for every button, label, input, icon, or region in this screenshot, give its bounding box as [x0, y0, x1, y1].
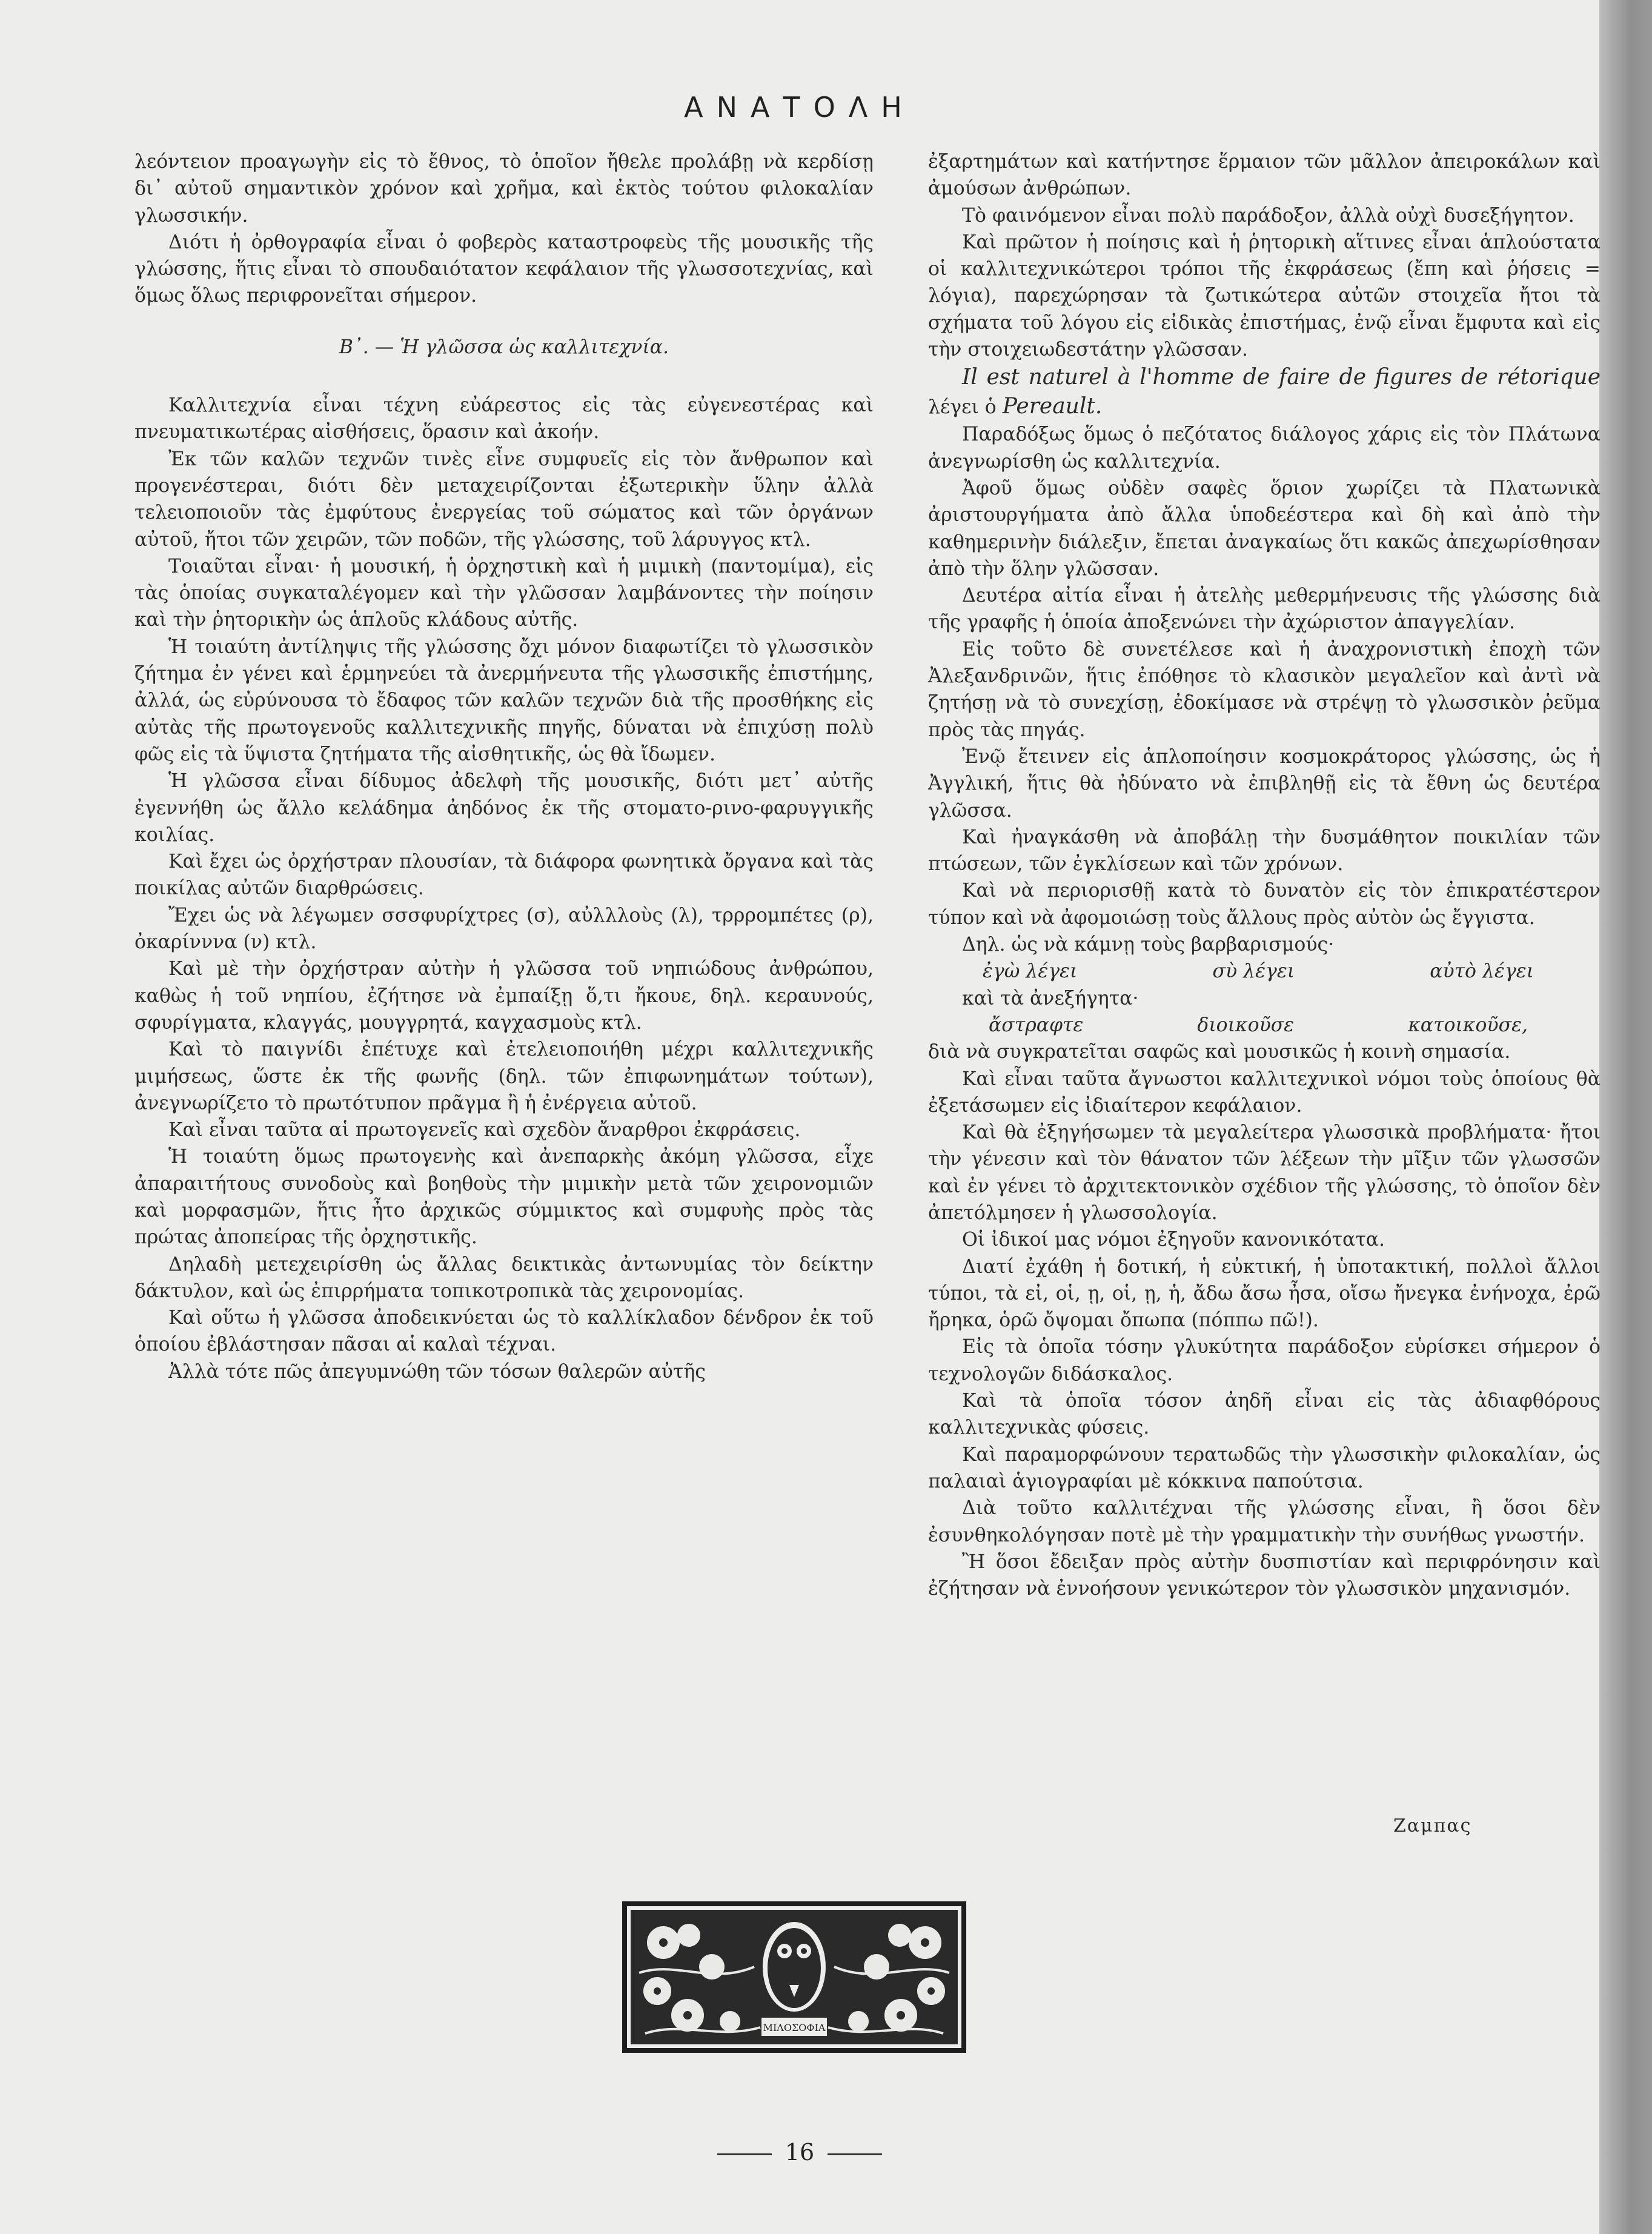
paragraph: Τοιαῦται εἶναι· ἡ μουσική, ἡ ὀρχηστικὴ καὶ ἡ μιμικὴ (παντομίμα), εἰς τὰς ὁποίας συγκαταλέγομεν καὶ τὴν γλῶσσαν λαμβάνοντες τὴν ποίησιν καὶ τὴν ῥητορικὴν ὡς ἁπλοῦς κλάδους αὐτῆς.: [134, 555, 874, 631]
paragraph: Εἰς τὰ ὁποῖα τόσην γλυκύτητα παράδοξον εὑρίσκει σήμερον ὁ τεχνολογῶν διδάσκαλος.: [928, 1336, 1601, 1385]
running-header: ΑΝΑΤΟΛΗ: [684, 91, 915, 124]
paragraph: Δηλαδὴ μετεχειρίσθη ὡς ἄλλας δεικτικὰς ἀντωνυμίας τὸν δείκτην δάκτυλον, καὶ ὡς ἐπιρρήματα τοπικοτροπικὰ τὰς χειρονομίας.: [134, 1253, 874, 1302]
right-column: [928, 148, 1601, 1602]
example-row: [928, 958, 1601, 985]
example-word: σὺ λέγει: [1212, 960, 1295, 983]
paragraph: Ἢ ὅσοι ἔδειξαν πρὸς αὐτὴν δυσπιστίαν καὶ περιφρόνησιν καὶ ἐζήτησαν νὰ ἐννοήσουν γενικώτερον τὸν γλωσσικὸν μηχανισμόν.: [928, 1551, 1601, 1600]
paragraph: Καὶ τὰ ὁποῖα τόσον ἀηδῆ εἶναι εἰς τὰς ἀδιαφθόρους καλλιτεχνικὰς φύσεις.: [928, 1390, 1601, 1439]
paragraph: Ἀφοῦ ὅμως οὐδὲν σαφὲς ὅριον χωρίζει τὰ Πλατωνικὰ ἀριστουργήματα ἀπὸ ἄλλα ὑποδεέστερα καὶ δὴ καὶ ἀπὸ τὴν καθημερινὴν διάλεξιν, ἔπεται ἀναγκαίως ὅτι κακῶς ἀπεχωρίσθησαν ἀπὸ τὴν ὅλην γλῶσσαν.: [928, 477, 1601, 580]
paragraph: Διότι ἡ ὀρθογραφία εἶναι ὁ φοβερὸς καταστροφεὺς τῆς μουσικῆς τῆς γλώσσης, ἥτις εἶναι τὸ σπουδαιότατον κεφάλαιον τῆς γλωσσοτεχνίας, καὶ ὅμως ὅλως περιφρονεῖται σήμερον.: [134, 231, 874, 307]
paragraph: Καλλιτεχνία εἶναι τέχνη εὐάρεστος εἰς τὰς εὐγενεστέρας καὶ πνευματικωτέρας αἰσθήσεις, ὅρασιν καὶ ἀκοήν.: [134, 394, 874, 444]
paragraph: Καὶ εἶναι ταῦτα αἱ πρωτογενεῖς καὶ σχεδὸν ἄναρθροι ἐκφράσεις.: [168, 1119, 801, 1142]
author-signature: Ζαμπας: [1393, 1815, 1472, 1837]
paragraph: Καὶ τὸ παιγνίδι ἐπέτυχε καὶ ἐτελειοποιήθη μέχρι καλλιτεχνικῆς μιμήσεως, ὥστε ἐκ τῆς φωνῆς (δηλ. τῶν ἐπιφωνημάτων τούτων), ἀνεγνωρίζετο τὸ πρωτότυπον πρᾶγμα ἢ ἡ ἐνέργεια αὐτοῦ.: [134, 1039, 874, 1114]
french-quote: Il est naturel à l'homme de faire de figures de rétorique: [962, 365, 1601, 390]
paragraph: Δευτέρα αἰτία εἶναι ἡ ἀτελὴς μεθερμήνευσις τῆς γλώσσης διὰ τῆς γραφῆς ἡ ὁποία ἀποξενώνει τὴν ἀχώριστον ἀπαγγελίαν.: [928, 585, 1601, 634]
paragraph: Καὶ οὕτω ἡ γλῶσσα ἀποδεικνύεται ὡς τὸ καλλίκλαδον δένδρον ἐκ τοῦ ὁποίου ἐβλάστησαν πᾶσαι αἱ καλαὶ τέχναι.: [134, 1307, 874, 1356]
paragraph: Καὶ πρῶτον ἡ ποίησις καὶ ἡ ῥητορικὴ αἵτινες εἶναι ἁπλούστατα οἱ καλλιτεχνικώτεροι τρόποι τῆς ἐκφράσεως (ἔπη καὶ ῥήσεις = λόγια), παρεχώρησαν τὰ ζωτικώτερα αὐτῶν στοιχεῖα ἤτοι τὰ σχήματα τοῦ λόγου εἰς εἰδικὰς ἐπιστήμας, ἐνῷ εἶναι ἔμφυτα καὶ εἰς τὴν στοιχειωδεστάτην γλῶσσαν.: [928, 231, 1601, 361]
paragraph: Καὶ νὰ περιορισθῇ κατὰ τὸ δυνατὸν εἰς τὸν ἐπικρατέστερον τύπον καὶ νὰ ἀφομοιώσῃ τοὺς ἄλλους πρὸς αὐτὸν ὡς ἔγγιστα.: [928, 880, 1601, 929]
paragraph: Ἐνῷ ἔτεινεν εἰς ἁπλοποίησιν κοσμοκράτορος γλώσσης, ὡς ἡ Ἀγγλική, ἥτις θὰ ἠδύνατο νὰ ἐπιβληθῇ εἰς τὰ ἔθνη ὡς δευτέρα γλῶσσα.: [928, 745, 1601, 822]
paragraph: Καὶ ἔχει ὡς ὀρχήστραν πλουσίαν, τὰ διάφορα φωνητικὰ ὄργανα καὶ τὰς ποικίλας αὐτῶν διαρθρώσεις.: [134, 851, 874, 900]
paragraph: ἐξαρτημάτων καὶ κατήντησε ἕρμαιον τῶν μᾶλλον ἀπειροκάλων καὶ ἀμούσων ἀνθρώπων.: [928, 151, 1601, 200]
section-heading: Β᾽. — Ἡ γλῶσσα ὡς καλλιτεχνία.: [339, 336, 669, 358]
french-quote-paragraph: [928, 363, 1601, 421]
paragraph: Διατί ἐχάθη ἡ δοτική, ἡ εὐκτική, ἡ ὑποτακτική, πολλοὶ ἄλλοι τύποι, τὰ εἰ, οἱ, ῃ, οἱ, ῃ, ἡ, ἄδω ἄσω ἦσα, οἴσω ἤνεγκα ἐνήνοχα, ἐρῶ ἤρηκα, ὁρῶ ὄψομαι ὄπωπα (πόππω πῶ!).: [928, 1255, 1601, 1332]
paragraph: Καὶ ἠναγκάσθη νὰ ἀποβάλῃ τὴν δυσμάθητον ποικιλίαν τῶν πτώσεων, τῶν ἐγκλίσεων καὶ τῶν χρόνων.: [928, 826, 1601, 876]
example-word: ἄστραφτε: [989, 1014, 1084, 1036]
paragraph: Καὶ παραμορφώνουν τερατωδῶς τὴν γλωσσικὴν φιλοκαλίαν, ὡς παλαιαὶ ἁγιογραφίαι μὲ κόκκινα παπούτσια.: [928, 1443, 1601, 1492]
page-number: [0, 2139, 1599, 2166]
paragraph: Δηλ. ὡς νὰ κάμνῃ τοὺς βαρβαρισμούς·: [962, 934, 1335, 956]
quote-attribution: λέγει ὁ: [928, 396, 997, 419]
paragraph: Καὶ μὲ τὴν ὀρχήστραν αὐτὴν ἡ γλῶσσα τοῦ νηπιώδους ἀνθρώπου, καθὼς ἡ τοῦ νηπίου, ἐζήτησε νὰ ἐμπαίξῃ ὅ,τι ἤκουε, δηλ. κεραυνούς, σφυρίγματα, κλαγγάς, μουγγρητά, καγχασμοὺς κτλ.: [134, 958, 874, 1034]
paragraph: Ἔχει ὡς νὰ λέγωμεν σσσφυρίχτρες (σ), αὐλλλοὺς (λ), τρρρομπέτες (ρ), ὀκαρίνννα (ν) κτλ.: [134, 904, 874, 954]
dash-left: [717, 2153, 772, 2155]
paragraph: Ἡ τοιαύτη ἀντίληψις τῆς γλώσσης ὄχι μόνον διαφωτίζει τὸ γλωσσικὸν ζήτημα ἐν γένει καὶ ἑρμηνεύει τὰ ἀνερμήνευτα τῆς γλωσσικῆς ἐπιστήμης, ἀλλά, ὡς εὐρύνουσα τὸ ἔδαφος τῶν καλῶν τεχνῶν διὰ τῆς προσθήκης εἰς αὐτὰς τῆς πρωτογενοῦς καλλιτεχνικῆς πηγῆς, δύναται νὰ ἐπιχύσῃ πολὺ φῶς εἰς τὰ ὕψιστα ζητήματα τῆς αἰσθητικῆς, ὡς θὰ ἴδωμεν.: [134, 636, 874, 765]
paragraph: Ἐκ τῶν καλῶν τεχνῶν τινὲς εἶνε συμφυεῖς εἰς τὸν ἄνθρωπον καὶ προγενέστεραι, διότι δὲν μεταχειρίζονται ἐξωτερικὴν ὕλην ἀλλὰ τελειοποιοῦν τὰς ἐμφύτους ἐνεργείας τοῦ σώματος καὶ τῶν ὀργάνων αὐτοῦ, ἤτοι τῶν χειρῶν, τῶν ποδῶν, τῆς γλώσσης, τοῦ λάρυγγος κτλ.: [134, 448, 874, 551]
example-word: ἐγὼ λέγει: [983, 960, 1078, 983]
page-number-value: 16: [785, 2139, 815, 2166]
paragraph: Παραδόξως ὅμως ὁ πεζότατος διάλογος χάρις εἰς τὸν Πλάτωνα ἀνεγνωρίσθη ὡς καλλιτεχνία.: [928, 424, 1601, 473]
example-word: κατοικοῦσε,: [1408, 1014, 1528, 1036]
paragraph: Οἱ ἰδικοί μας νόμοι ἐξηγοῦν κανονικότατα.: [962, 1229, 1385, 1251]
ornament-banner-text: ΜΙΛΟΣΟΦΙΑ: [763, 2022, 826, 2033]
paragraph: Διὰ τοῦτο καλλιτέχναι τῆς γλώσσης εἶναι, ἢ ὅσοι δὲν ἐσυνθηκολόγησαν ποτὲ μὲ τὴν γραμματικὴν τὴν συνήθως γνωστήν.: [928, 1497, 1601, 1546]
paragraph: καὶ τὰ ἀνεξήγητα·: [962, 987, 1139, 1009]
paragraph: Καὶ θὰ ἐξηγήσωμεν τὰ μεγαλείτερα γλωσσικὰ προβλήματα· ἤτοι τὴν γένεσιν καὶ τὸν θάνατον τῶν λέξεων τὴν μῖξιν τῶν γλωσσῶν καὶ ἐν γένει τὸ ἀρχιτεκτονικὸν σχέδιον τῆς γλώσσης, τὸ ὁποῖον δὲν ἀπετόλμησεν ἡ γλωσσολογία.: [928, 1122, 1601, 1224]
quote-author: Pereault.: [1002, 394, 1103, 419]
dash-right: [828, 2153, 882, 2155]
paragraph: Ἡ γλῶσσα εἶναι δίδυμος ἀδελφὴ τῆς μουσικῆς, διότι μετ᾽ αὐτῆς ἐγεννήθη ὡς ἄλλο κελάδημα ἀηδόνος ἐκ τῆς στοματο-ρινο-φαρυγγικῆς κοιλίας.: [134, 770, 874, 846]
paragraph: Ἀλλὰ τότε πῶς ἀπεγυμνώθη τῶν τόσων θαλερῶν αὐτῆς: [168, 1360, 706, 1383]
paragraph: Τὸ φαινόμενον εἶναι πολὺ παράδοξον, ἀλλὰ οὐχὶ δυσεξήγητον.: [962, 204, 1574, 227]
page-edge-shadow: [1599, 0, 1652, 2234]
paragraph: Ἡ τοιαύτη ὅμως πρωτογενὴς καὶ ἀνεπαρκὴς ἀκόμη γλῶσσα, εἶχε ἀπαραιτήτους συνοδοὺς καὶ βοηθοὺς τὴν μιμικὴν μετὰ τῶν χειρονομιῶν καὶ μορφασμῶν, ἥτις ἦτο ἀρχικῶς σύμμικτος καὶ συμφυὴς πρὸς τὰς πρώτας ἀποπείρας τῆς ὀρχηστικῆς.: [134, 1146, 874, 1249]
example-row: [928, 1012, 1601, 1039]
paragraph: διὰ νὰ συγκρατεῖται σαφῶς καὶ μουσικῶς ἡ κοινὴ σημασία.: [928, 1041, 1511, 1063]
paragraph: Εἰς τοῦτο δὲ συνετέλεσε καὶ ἡ ἀναχρονιστικὴ ἐποχὴ τῶν Ἀλεξανδρινῶν, ἥτις ἐπόθησε τὸ κλασικὸν μεγαλεῖον καὶ ἀντὶ νὰ ζητήσῃ νὰ τὸ συνεχίσῃ, ἐδοκίμασε νὰ στρέψῃ τὸ γλωσσικὸν ῥεῦμα πρὸς τὰς πηγάς.: [928, 638, 1601, 741]
left-column: [134, 148, 874, 1385]
paragraph: λεόντειον προαγωγὴν εἰς τὸ ἔθνος, τὸ ὁποῖον ἤθελε προλάβῃ νὰ κερδίσῃ δι᾽ αὐτοῦ σημαντικὸν χρόνον καὶ χρῆμα, καὶ ἐκτὸς τούτου φιλοκαλίαν γλωσσικήν.: [134, 151, 874, 227]
example-word: διοικοῦσε: [1197, 1014, 1295, 1036]
paragraph: Καὶ εἶναι ταῦτα ἄγνωστοι καλλιτεχνικοὶ νόμοι τοὺς ὁποίους θὰ ἐξετάσωμεν εἰς ἰδιαίτερον κεφάλαιον.: [928, 1068, 1601, 1117]
owl-floral-ornament: [621, 1900, 967, 2054]
example-word: αὐτὸ λέγει: [1430, 960, 1534, 983]
